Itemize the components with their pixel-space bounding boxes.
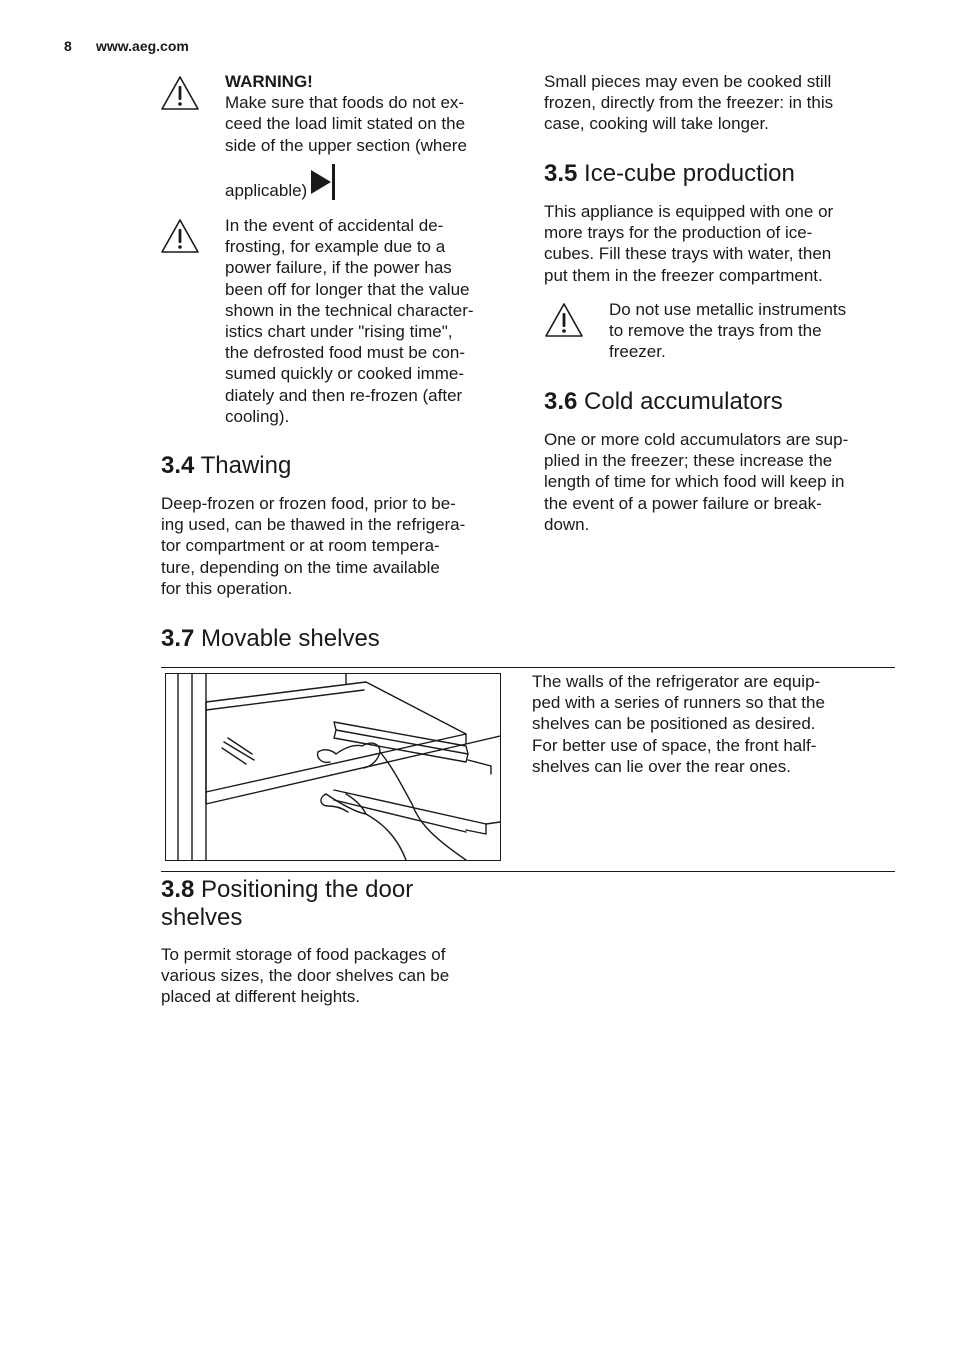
text-line: shown in the technical character-	[225, 300, 474, 320]
text-line: istics chart under "rising time",	[225, 322, 453, 342]
right-top-text	[544, 71, 904, 135]
text-line: power failure, if the power has	[225, 258, 452, 278]
text-line: down.	[544, 514, 590, 534]
warning-triangle-icon	[160, 75, 200, 111]
warning-3	[609, 299, 909, 363]
text-line: the event of a power failure or break-	[544, 493, 822, 513]
text-line: case, cooking will take longer.	[544, 114, 769, 134]
section-number: 3.7	[161, 625, 195, 652]
section-3-8-heading	[161, 876, 501, 932]
section-title: Cold accumulators	[584, 388, 783, 415]
text-line: more trays for the production of ice-	[544, 223, 813, 243]
section-title: shelves	[161, 904, 243, 931]
text-line: shelves can lie over the rear ones.	[532, 756, 791, 776]
page-number: 8	[64, 38, 72, 54]
text-line: The walls of the refrigerator are equip-	[532, 672, 821, 691]
section-3-4-body	[161, 493, 521, 599]
text-line: to remove the trays from the	[609, 321, 822, 341]
section-divider-top	[161, 667, 895, 668]
text-line: ing used, can be thawed in the refrigera-	[161, 515, 466, 535]
text-line: Make sure that foods do not ex-	[225, 93, 465, 113]
warning-1	[225, 71, 515, 209]
text-line: This appliance is equipped with one or	[544, 202, 834, 221]
section-3-6-heading	[544, 388, 783, 416]
text-line: diately and then re-frozen (after	[225, 385, 463, 405]
text-line: for this operation.	[161, 578, 293, 598]
text-line: cooling).	[225, 406, 290, 426]
warning-triangle-icon	[544, 302, 584, 338]
warning-2	[225, 215, 520, 427]
warning-title: WARNING!	[225, 72, 313, 91]
section-3-6-body	[544, 429, 914, 535]
section-divider-bottom	[161, 871, 895, 872]
play-triangle-icon	[311, 164, 337, 200]
text-line: put them in the freezer compartment.	[544, 265, 823, 285]
section-title: Ice-cube production	[584, 160, 795, 187]
text-line: Small pieces may even be cooked still	[544, 72, 832, 91]
text-line: To permit storage of food packages of	[161, 945, 446, 964]
section-3-8-body	[161, 944, 521, 1008]
text-line: Deep-frozen or frozen food, prior to be-	[161, 494, 456, 513]
section-3-7-body	[532, 671, 892, 777]
text-line: frozen, directly from the freezer: in this	[544, 93, 834, 113]
header-url[interactable]: www.aeg.com	[96, 38, 189, 54]
text-line: applicable)	[225, 180, 308, 200]
text-line: For better use of space, the front half-	[532, 735, 817, 755]
text-line: One or more cold accumulators are sup-	[544, 430, 849, 449]
section-3-7-heading	[161, 625, 380, 653]
text-line: frosting, for example due to a	[225, 237, 446, 257]
section-title: Thawing	[200, 452, 292, 479]
text-line: In the event of accidental de-	[225, 216, 444, 235]
section-3-4-heading	[161, 452, 291, 480]
text-line: ped with a series of runners so that the	[532, 693, 825, 713]
text-line: sumed quickly or cooked imme-	[225, 364, 465, 384]
section-number: 3.5	[544, 160, 578, 187]
section-number: 3.4	[161, 452, 195, 479]
text-line: been off for longer that the value	[225, 279, 470, 299]
text-line: plied in the freezer; these increase the	[544, 451, 833, 471]
text-line: cubes. Fill these trays with water, then	[544, 244, 832, 264]
text-line: length of time for which food will keep in	[544, 472, 845, 492]
warning-triangle-icon	[160, 218, 200, 254]
text-line: tor compartment or at room tempera-	[161, 536, 440, 556]
text-line: ture, depending on the time available	[161, 557, 440, 577]
section-3-5-heading	[544, 160, 795, 188]
section-number: 3.8	[161, 876, 195, 903]
section-number: 3.6	[544, 388, 578, 415]
text-line: side of the upper section (where	[225, 135, 467, 155]
text-line: placed at different heights.	[161, 987, 361, 1007]
text-line: shelves can be positioned as desired.	[532, 714, 816, 734]
section-title: Movable shelves	[201, 625, 380, 652]
text-line: ceed the load limit stated on the	[225, 114, 466, 134]
section-3-5-body	[544, 201, 904, 286]
text-line: freezer.	[609, 342, 666, 362]
text-line: various sizes, the door shelves can be	[161, 966, 450, 986]
text-line: the defrosted food must be con-	[225, 343, 466, 363]
text-line: Do not use metallic instruments	[609, 300, 847, 319]
section-title: Positioning the door	[201, 876, 414, 903]
text-line-with-icon	[225, 164, 515, 209]
shelf-illustration	[165, 673, 501, 861]
